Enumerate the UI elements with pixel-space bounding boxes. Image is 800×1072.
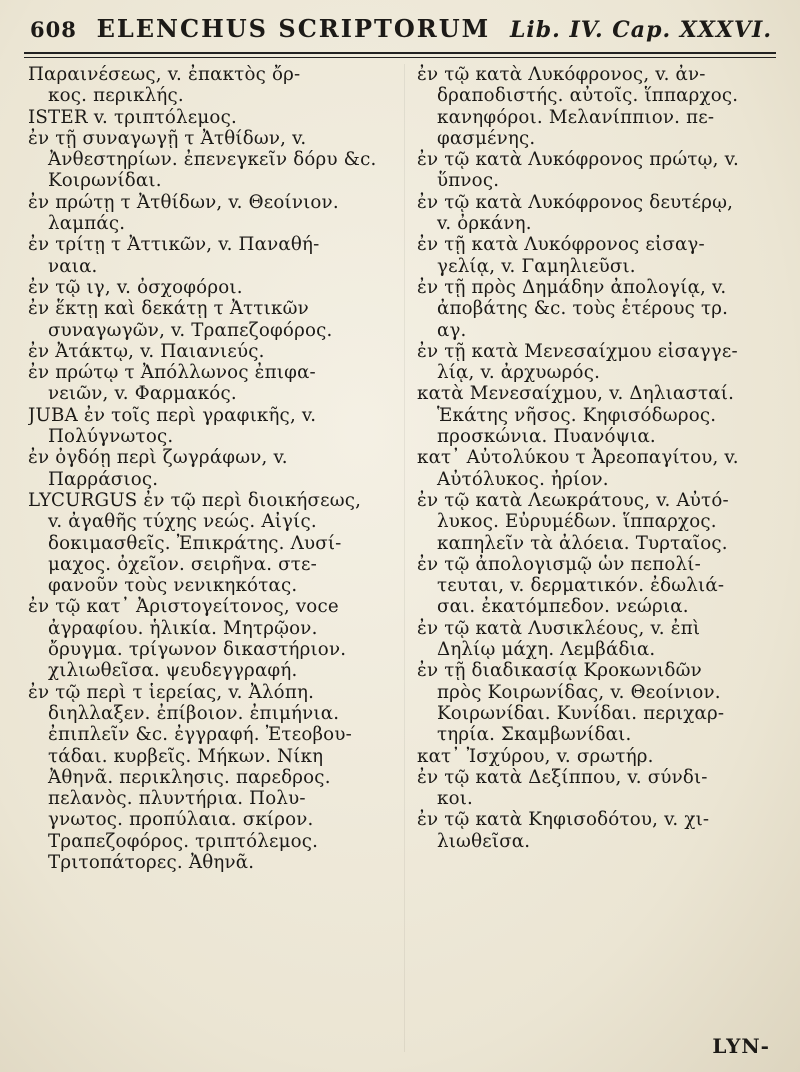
text-line: ISTER v. τριπτόλεμος.	[28, 106, 237, 128]
text-line: Τριτοπάτορες. Ἀθηνᾶ.	[48, 851, 255, 873]
text-line: v. ἀγαθῆς τύχης νεώς. Αἰγίς.	[48, 511, 317, 533]
text-line: λιωθεῖσα.	[437, 830, 531, 852]
text-line: Παρράσιος.	[48, 468, 159, 490]
text-line: ἐν τῇ συναγωγῇ τ Ἀτθίδων, v.	[28, 127, 307, 149]
text-line: ἐν τῷ κατ᾽ Ἀριστογείτονος, voce	[28, 596, 339, 618]
running-title: ELENCHUS SCRIPTORUM	[96, 14, 491, 43]
left-column	[28, 64, 393, 1054]
text-line: τηρία. Σκαμβωνίδαι.	[437, 724, 632, 746]
text-line: Τραπεζοφόρος. τριπτόλεμος.	[48, 830, 319, 852]
text-line: ἀποβάτης &c. τοὺς ἑτέρους τρ.	[437, 298, 729, 320]
text-line: ἐν τῷ κατὰ Λυκόφρονος πρώτῳ, v.	[417, 149, 739, 171]
text-line: ναια.	[48, 255, 98, 277]
text-line: προσκώνια. Πυανόψια.	[437, 426, 656, 448]
column-gutter	[404, 64, 405, 1052]
text-line: Κοιρωνίδαι. Κυνίδαι. περιχαρ-	[437, 702, 725, 724]
text-line: φανοῦν τοὺς νενικηκότας.	[48, 575, 298, 597]
text-line: ἐν τῷ ιγ, v. ὀσχοφόροι.	[28, 276, 243, 298]
text-line: LYCURGUS ἐν τῷ περὶ διοικήσεως,	[28, 489, 362, 511]
text-line: ἐν ἕκτῃ καὶ δεκάτῃ τ Ἀττικῶν	[28, 298, 309, 320]
text-line: Πολύγνωτος.	[48, 426, 174, 448]
text-line: λυκος. Εὐρυμέδων. ἵππαρχος.	[437, 511, 717, 533]
text-line: Ἑκάτης νῆσος. Κηφισόδωρος.	[437, 404, 717, 426]
text-line: γελίᾳ, v. Γαμηλιεῦσι.	[437, 255, 636, 277]
text-line: ἐν τῷ περὶ τ ἱερείας, v. Ἀλόπη.	[28, 681, 315, 703]
text-line: ἐν πρώτῳ τ Ἀπόλλωνος ἐπιφα-	[28, 362, 316, 384]
text-line: Ἀνθεστηρίων. ἐπενεγκεῖν δόρυ &c.	[48, 149, 377, 171]
text-line: ἐν τρίτῃ τ Ἀττικῶν, v. Παναθή-	[28, 234, 320, 256]
text-line: κανηφόροι. Μελανίππιον. πε-	[437, 106, 715, 128]
text-line: κατ᾽ Ἰσχύρου, v. σρωτήρ.	[417, 745, 654, 767]
text-line: Αὐτόλυκος. ἠρίον.	[437, 468, 609, 490]
text-line: ἐν Ἀτάκτῳ, v. Παιανιεύς.	[28, 340, 265, 362]
text-line: νειῶν, v. Φαρμακός.	[48, 383, 237, 405]
text-line: ἐν πρώτῃ τ Ἀτθίδων, v. Θεοίνιον.	[28, 191, 339, 213]
text-line: φασμένης.	[437, 127, 536, 149]
text-line: Δηλίῳ μάχη. Λεμβάδια.	[437, 639, 656, 661]
text-line: πρὸς Κοιρωνίδας, v. Θεοίνιον.	[437, 681, 721, 703]
text-line: πελανὸς. πλυντήρια. Πολυ-	[48, 788, 306, 810]
text-line: κατ᾽ Αὐτολύκου τ Ἀρεοπαγίτου, v.	[417, 447, 739, 469]
text-line: τευται, v. δερματικόν. ἐδωλιά-	[437, 575, 725, 597]
text-line: ἐν τῷ κατὰ Κηφισοδότου, v. χι-	[417, 809, 710, 831]
text-line: ἐν τῷ κατὰ Λεωκράτους, v. Αὐτό-	[417, 489, 729, 511]
text-line: ἀγραφίου. ἡλικία. Μητρῷον.	[48, 617, 318, 639]
text-line: διηλλαξεν. ἐπίβοιον. ἐπιμήνια.	[48, 702, 340, 724]
text-line: κος. περικλής.	[48, 85, 184, 107]
text-line: Παραινέσεως, v. ἐπακτὸς ὄρ-	[28, 64, 301, 85]
book-chapter-reference: Lib. IV. Cap. XXXVI.	[509, 17, 772, 43]
text-line: ἐν ὀγδόῃ περὶ ζωγράφων, v.	[28, 447, 288, 469]
text-line: κατὰ Μενεσαίχμου, v. Δηλιασταί.	[417, 383, 735, 405]
text-line: ἐν τῷ κατὰ Λυκόφρονος, v. ἀν-	[417, 64, 706, 85]
text-line: χιλιωθεῖσα. ψευδεγγραφή.	[48, 660, 298, 682]
text-line: σαι. ἐκατόμπεδον. νεώρια.	[437, 596, 689, 618]
running-header	[30, 14, 772, 44]
text-line: ἐν τῷ ἀπολογισμῷ ὧν πεπολί-	[417, 553, 701, 575]
text-line: συναγωγῶν, v. Τραπεζοφόρος.	[48, 319, 333, 341]
text-line: λίᾳ, v. ἀρχυωρός.	[437, 362, 601, 384]
text-line: τάδαι. κυρβεῖς. Μήκων. Νίκη	[48, 745, 324, 767]
text-line: Κοιρωνίδαι.	[48, 170, 162, 192]
text-line: ἐν τῷ κατὰ Δεξίππου, v. σύνδι-	[417, 766, 708, 788]
text-line: μαχος. ὀχεῖον. σειρῆνα. στε-	[48, 553, 318, 575]
text-line: ἐν τῇ πρὸς Δημάδην ἀπολογίᾳ, v.	[417, 276, 727, 298]
text-line: ἐν τῇ κατὰ Μενεσαίχμου εἰσαγγε-	[417, 340, 738, 362]
text-line: ἐν τῇ διαδικασίᾳ Κροκωνιδῶν	[417, 660, 702, 682]
text-line: Ἀθηνᾶ. περικλησις. παρεδρος.	[48, 766, 331, 788]
text-line: καπηλεῖν τὰ ἀλόεια. Τυρταῖος.	[437, 532, 728, 554]
right-column	[417, 64, 782, 1054]
text-line: v. ὀρκάνη.	[437, 213, 532, 235]
header-rule	[24, 52, 776, 58]
text-line: ἐν τῇ κατὰ Λυκόφρονος εἰσαγ-	[417, 234, 705, 256]
text-line: ἐπιπλεῖν &c. ἐγγραφή. Ἐτεοβου-	[48, 724, 352, 746]
text-line: ὕπνος.	[437, 170, 500, 192]
text-line: αγ.	[437, 319, 467, 341]
text-line: ὄρυγμα. τρίγωνον δικαστήριον.	[48, 639, 347, 661]
catchword: LYN-	[712, 1034, 770, 1058]
text-line: ἐν τῷ κατὰ Λυκόφρονος δευτέρῳ,	[417, 191, 734, 213]
text-line: JUBA ἐν τοῖς περὶ γραφικῆς, v.	[28, 404, 317, 426]
page-number: 608	[30, 17, 77, 42]
text-line: γνωτος. προπύλαια. σκίρον.	[48, 809, 314, 831]
text-line: λαμπάς.	[48, 213, 126, 235]
text-line: δραποδιστής. αὐτοῖς. ἵππαρχος.	[437, 85, 739, 107]
text-line: κοι.	[437, 788, 474, 810]
text-line: δοκιμασθεῖς. Ἐπικράτης. Λυσί-	[48, 532, 342, 554]
text-line: ἐν τῷ κατὰ Λυσικλέους, v. ἐπὶ	[417, 617, 701, 639]
